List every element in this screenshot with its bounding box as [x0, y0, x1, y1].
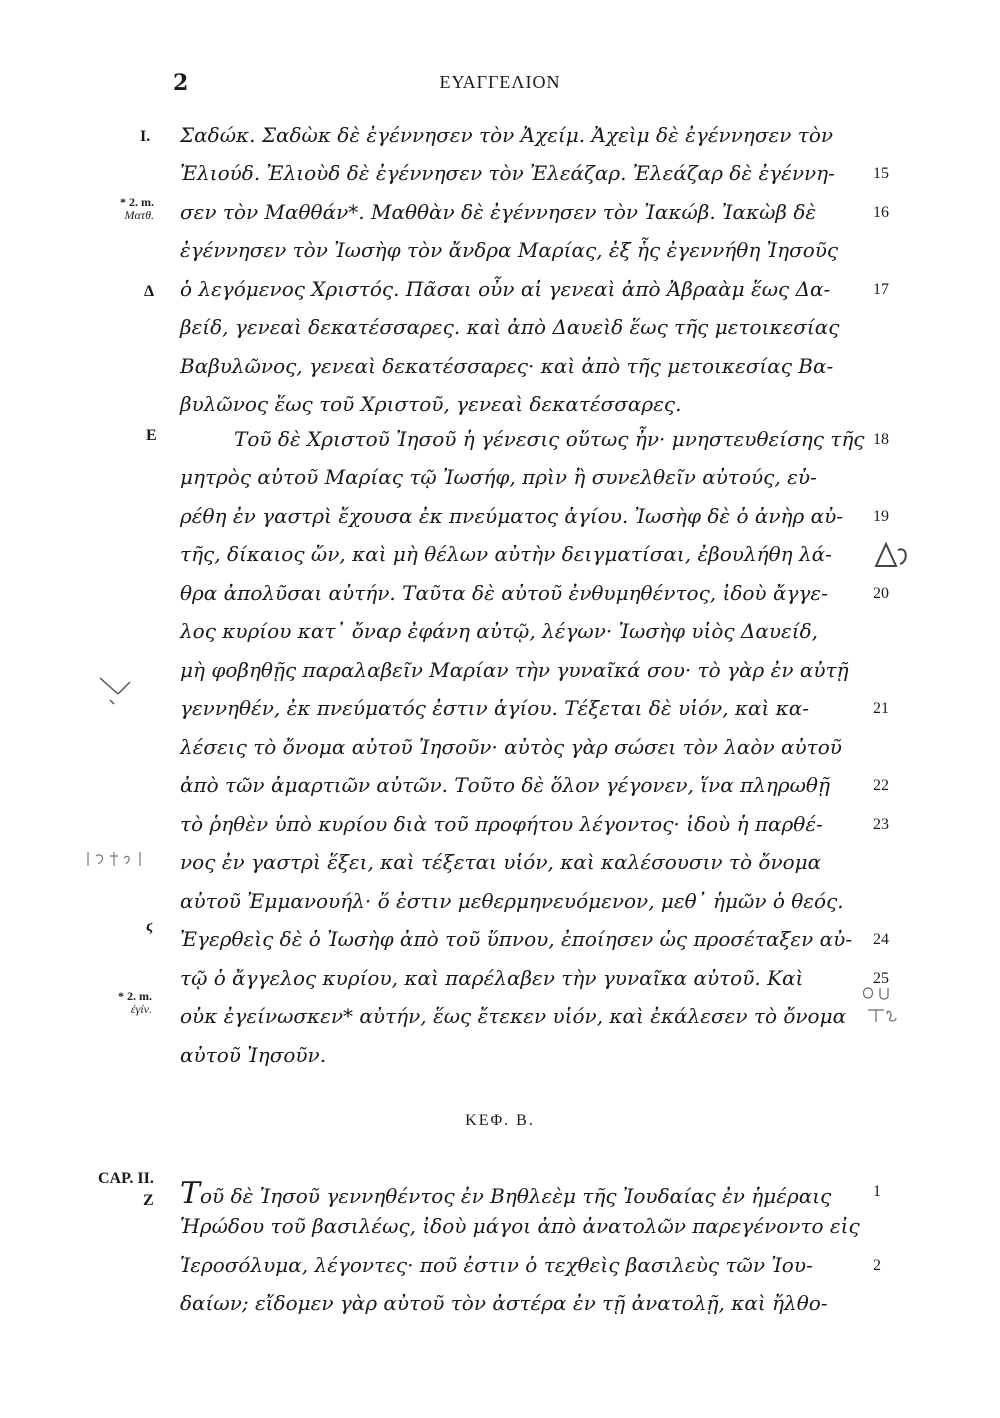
chapter-label: CAP. II. — [98, 1170, 154, 1187]
running-title: ΕΥΑΓΓΕΛΙΟΝ — [439, 72, 561, 92]
chapter-heading: ΚΕΦ. Β. — [465, 1112, 535, 1129]
text-line: τῆς, δίκαιος ὤν, καὶ μὴ θέλων αὐτὴν δειγματίσαι, ἐβουλήθη λά- — [180, 542, 832, 566]
text-line: αὐτοῦ Ἐμμανουήλ· ὅ ἐστιν μεθερμηνευόμενον, μεθ᾽ ἡμῶν ὁ θεός. — [180, 889, 844, 913]
section-marker-i: I. — [140, 128, 151, 145]
text-line: τὸ ῥηθὲν ὑπὸ κυρίου διὰ τοῦ προφήτου λέγοντος· ἰδοὺ ἡ παρθέ- — [180, 812, 823, 836]
text-line: μητρὸς αὐτοῦ Μαρίας τῷ Ἰωσήφ, πρὶν ἢ συνελθεῖν αὐτούς, εὑ- — [180, 465, 817, 489]
section-marker-delta: Δ — [144, 283, 155, 300]
handwritten-annotation — [858, 980, 908, 1028]
text-line: Ἐλιούδ. Ἐλιοὺδ δὲ ἐγέννησεν τὸν Ἐλεάζαρ. Ἐλεάζαρ δὲ ἐγέννη- — [180, 161, 835, 185]
text-line-rest: οῦ δὲ Ἰησοῦ γεννηθέντος ἐν Βηθλεὲμ τῆς Ἰουδαίας ἐν ἡμέραις — [200, 1184, 832, 1208]
text-line: βείδ, γενεαὶ δεκατέσσαρες. καὶ ἀπὸ Δαυεὶδ ἕως τῆς μετοικεσίας — [180, 315, 840, 339]
page-number: 2 — [173, 70, 189, 96]
text-line: λος κυρίου κατ᾽ ὄναρ ἐφάνη αὐτῷ, λέγων· Ἰωσὴφ υἱὸς Δαυείδ, — [180, 619, 819, 643]
text-line: γεννηθέν, ἐκ πνεύματός ἐστιν ἁγίου. Τέξεται δὲ υἱόν, καὶ κα- — [180, 696, 810, 720]
text-line: ἀπὸ τῶν ἁμαρτιῶν αὐτῶν. Τοῦτο δὲ ὅλον γέγονεν, ἵνα πληρωθῇ — [180, 773, 830, 797]
text-line: δαίων; εἴδομεν γὰρ αὐτοῦ τὸν ἀστέρα ἐν τῇ ἀνατολῇ, καὶ ἤλθο- — [180, 1291, 828, 1315]
margin-note-mark: * 2. m. — [120, 195, 154, 209]
margin-note-mark: * 2. m. — [118, 989, 152, 1003]
text-line: ρέθη ἐν γαστρὶ ἔχουσα ἐκ πνεύματος ἁγίου. Ἰωσὴφ δὲ ὁ ἀνὴρ αὐ- — [180, 504, 844, 528]
verse-number: 19 — [873, 508, 889, 525]
margin-note-word: Ματθ. — [124, 208, 154, 222]
handwritten-annotation — [84, 842, 154, 872]
text-line: Σαδώκ. Σαδὼκ δὲ ἐγέννησεν τὸν Ἀχείμ. Ἀχεὶμ δὲ ἐγέννησεν τὸν — [180, 123, 834, 147]
initial-letter: Τ — [180, 1176, 201, 1211]
verse-number: 24 — [873, 931, 889, 948]
margin-note-word: ἐγίν. — [130, 1002, 152, 1016]
section-marker-stigma: ϛ — [146, 918, 153, 935]
text-line: νος ἐν γαστρὶ ἕξει, καὶ τέξεται υἱόν, καὶ καλέσουσιν τὸ ὄνομα — [180, 850, 822, 874]
text-line: Βαβυλῶνος, γενεαὶ δεκατέσσαρες· καὶ ἀπὸ τῆς μετοικεσίας Βα- — [180, 354, 834, 378]
verse-number: 22 — [873, 777, 889, 794]
text-line: τῷ ὁ ἄγγελος κυρίου, καὶ παρέλαβεν τὴν γυναῖκα αὐτοῦ. Καὶ — [180, 966, 804, 990]
verse-number: 25 — [873, 970, 889, 987]
handwritten-annotation — [96, 670, 136, 710]
text-line: θρα ἀπολῦσαι αὐτήν. Ταῦτα δὲ αὐτοῦ ἐνθυμηθέντος, ἰδοὺ ἄγγε- — [180, 581, 828, 605]
verse-number: 2 — [873, 1257, 881, 1274]
margin-note — [96, 196, 154, 222]
handwritten-annotation — [870, 540, 910, 572]
text-line: αὐτοῦ Ἰησοῦν. — [180, 1043, 327, 1067]
text-line: οὐκ ἐγείνωσκεν* αὐτήν, ἕως ἔτεκεν υἱόν, καὶ ἐκάλεσεν τὸ ὄνομα — [180, 1004, 847, 1028]
section-marker-z: Z — [143, 1192, 154, 1209]
text-line: λέσεις τὸ ὄνομα αὐτοῦ Ἰησοῦν· αὐτὸς γὰρ σώσει τὸν λαὸν αὐτοῦ — [180, 735, 842, 759]
text-line: Ἡρώδου τοῦ βασιλέως, ἰδοὺ μάγοι ἀπὸ ἀνατολῶν παρεγένοντο εἰς — [180, 1214, 860, 1238]
verse-number: 18 — [873, 431, 889, 448]
verse-number: 21 — [873, 700, 889, 717]
text-line: σεν τὸν Μαθθάν*. Μαθθὰν δὲ ἐγέννησεν τὸν Ἰακώβ. Ἰακὼβ δὲ — [180, 200, 817, 224]
text-line: Ἐγερθεὶς δὲ ὁ Ἰωσὴφ ἀπὸ τοῦ ὕπνου, ἐποίησεν ὡς προσέταξεν αὐ- — [180, 927, 853, 951]
text-line: ὁ λεγόμενος Χριστός. Πᾶσαι οὖν αἱ γενεαὶ ἀπὸ Ἀβραὰμ ἕως Δα- — [180, 277, 831, 301]
text-line: βυλῶνος ἕως τοῦ Χριστοῦ, γενεαὶ δεκατέσσαρες. — [180, 392, 682, 416]
verse-number: 15 — [873, 165, 889, 182]
verse-number: 23 — [873, 816, 889, 833]
text-line: ἐγέννησεν τὸν Ἰωσὴφ τὸν ἄνδρα Μαρίας, ἐξ ἧς ἐγεννήθη Ἰησοῦς — [180, 238, 839, 262]
text-line: μὴ φοβηθῇς παραλαβεῖν Μαρίαν τὴν γυναῖκά σου· τὸ γὰρ ἐν αὐτῇ — [180, 658, 849, 682]
verse-number: 16 — [873, 204, 889, 221]
text-line: Τοῦ δὲ Χριστοῦ Ἰησοῦ ἡ γένεσις οὕτως ἦν· μνηστευθείσης τῆς — [234, 427, 865, 451]
verse-number: 1 — [873, 1183, 881, 1200]
text-line: Ἱεροσόλυμα, λέγοντες· ποῦ ἐστιν ὁ τεχθεὶς βασιλεὺς τῶν Ἰου- — [180, 1253, 813, 1277]
section-marker-e: E — [146, 427, 157, 444]
margin-note — [96, 990, 152, 1016]
verse-number: 20 — [873, 585, 889, 602]
text-line — [180, 1176, 865, 1211]
verse-number: 17 — [873, 281, 889, 298]
